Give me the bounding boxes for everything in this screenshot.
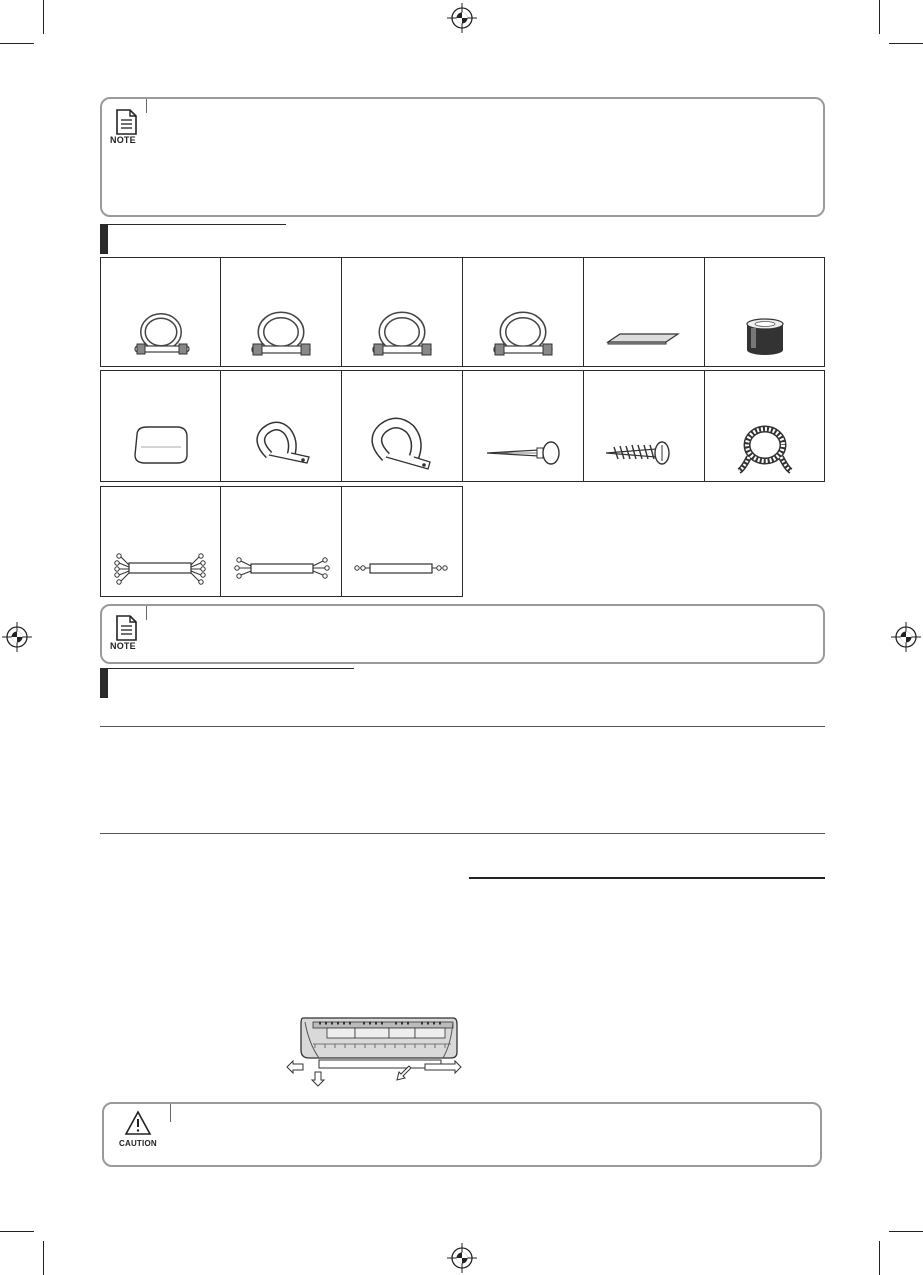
accessory-cell bbox=[341, 486, 463, 597]
section-marker-accessories bbox=[100, 224, 108, 254]
registration-mark-top-icon bbox=[447, 3, 477, 33]
registration-mark-right-icon bbox=[891, 622, 921, 652]
flat-plate-icon bbox=[584, 258, 706, 368]
note-label: NOTE bbox=[110, 641, 136, 651]
section-rule-installation bbox=[108, 668, 354, 669]
registration-mark-left-icon bbox=[2, 622, 32, 652]
table-rule-top bbox=[100, 726, 825, 727]
note-label: NOTE bbox=[110, 135, 136, 145]
section-rule-accessories bbox=[108, 224, 286, 225]
registration-mark-bottom-icon bbox=[447, 1243, 477, 1273]
pipe-coil-icon bbox=[101, 258, 222, 368]
pipe-clamp-icon bbox=[221, 371, 343, 483]
caution-label: CAUTION bbox=[119, 1139, 157, 1148]
multi-wire-cable-icon bbox=[101, 487, 222, 598]
pipe-coil-icon bbox=[342, 258, 464, 368]
accessory-cell bbox=[704, 257, 825, 367]
pipe-coil-icon bbox=[221, 258, 343, 368]
accessory-cell bbox=[462, 370, 584, 482]
accessory-cell bbox=[583, 370, 705, 482]
accessory-cell bbox=[220, 486, 342, 597]
two-wire-cable-icon bbox=[342, 487, 464, 598]
section-marker-installation bbox=[100, 668, 108, 698]
accessory-cell bbox=[100, 486, 221, 597]
accessory-cell bbox=[100, 370, 221, 482]
accessory-cell bbox=[341, 370, 463, 482]
caution-divider bbox=[170, 1104, 171, 1122]
table-rule-bottom bbox=[100, 833, 825, 834]
plastic-anchor-icon bbox=[463, 371, 585, 483]
accessory-cell bbox=[583, 257, 705, 367]
note-divider bbox=[146, 99, 147, 113]
accessory-cell bbox=[220, 257, 342, 367]
putty-block-icon bbox=[101, 371, 222, 483]
accessory-cell bbox=[100, 257, 221, 367]
note-box-top bbox=[100, 97, 825, 217]
accessory-cell bbox=[220, 370, 342, 482]
note-divider bbox=[146, 606, 147, 620]
accessory-cell bbox=[704, 370, 825, 482]
caution-icon bbox=[124, 1110, 152, 1136]
pipe-clamp-icon bbox=[342, 371, 464, 483]
accessory-cell bbox=[462, 257, 584, 367]
note-box-middle bbox=[100, 604, 825, 664]
column-heading-rule bbox=[469, 877, 825, 879]
screw-icon bbox=[584, 371, 706, 483]
indoor-unit-airflow-icon bbox=[283, 1014, 468, 1094]
accessory-cell bbox=[341, 257, 463, 367]
wire-cable-icon bbox=[221, 487, 343, 598]
caution-box bbox=[102, 1102, 822, 1167]
note-icon bbox=[114, 615, 138, 641]
tape-roll-icon bbox=[705, 258, 826, 368]
drain-hose-icon bbox=[705, 371, 826, 483]
pipe-coil-icon bbox=[463, 258, 585, 368]
note-icon bbox=[114, 109, 138, 135]
